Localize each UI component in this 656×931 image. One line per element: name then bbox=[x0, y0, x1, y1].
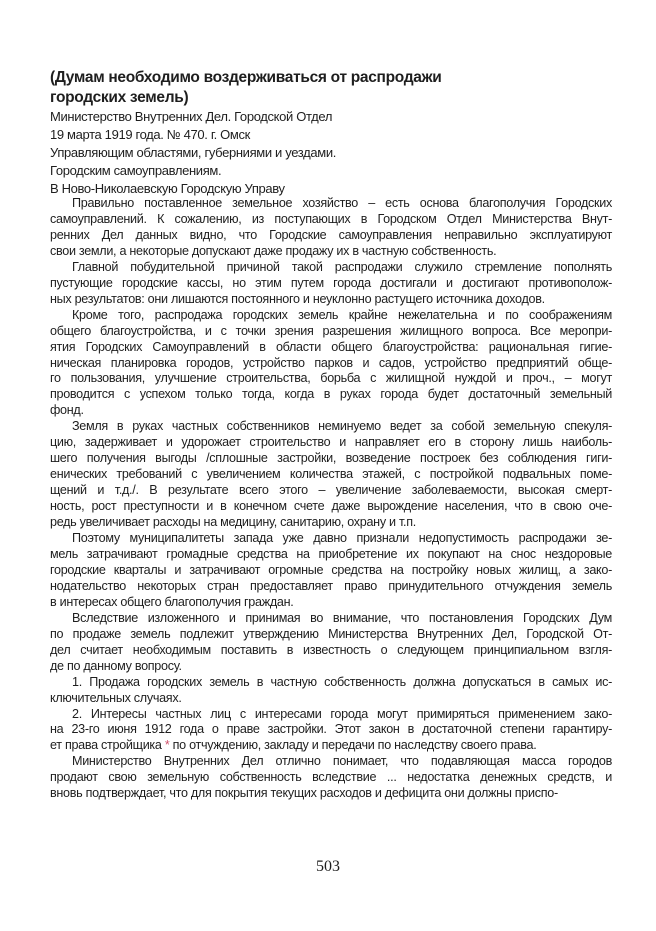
header-line: 19 марта 1919 года. № 470. г. Омск bbox=[50, 127, 250, 142]
text-line: щений и т.д./. В результате всего этого – увеличение заболеваемости, высокая смерт- bbox=[50, 483, 612, 498]
text-line: вновь подтверждает, что для покрытия текущих расходов и дефицита они должны приспо- bbox=[50, 786, 558, 801]
document-body bbox=[50, 196, 612, 802]
text-line: самоуправлений. К сожалению, из поступающих в Городском Отдел Министерства Внут- bbox=[50, 211, 612, 226]
paragraph bbox=[50, 754, 612, 802]
paragraph bbox=[50, 196, 612, 260]
text-line: городские кварталы и затрачивают огромные средства на постройку новых жилищ, а зако- bbox=[50, 562, 612, 577]
header-line: Министерство Внутренних Дел. Городской Отдел bbox=[50, 109, 333, 124]
text-line: фонд. bbox=[50, 403, 84, 418]
paragraph bbox=[50, 707, 612, 755]
text-line: по продаже земель подлежит утверждению Министерства Внутренних Дел, Городской От- bbox=[50, 626, 612, 641]
text-line: свои земли, а некоторые допускают даже продажу их в частную собственность. bbox=[50, 243, 497, 258]
document-header bbox=[50, 108, 610, 198]
text-line: го пользования, улучшение строительства, борьба с жилищной нуждой и проч., – могут bbox=[50, 371, 612, 386]
line-text: по отчуждению, закладу и передачи по наследству своего права. bbox=[172, 738, 537, 753]
paragraph bbox=[50, 308, 612, 420]
text-line: ренних Дел данных видно, что Городские самоуправления неправильно эксплуатируют bbox=[50, 227, 612, 242]
header-line: Городским самоуправлениям. bbox=[50, 163, 222, 178]
paragraph bbox=[50, 611, 612, 675]
text-line: Министерство Внутренних Дел отлично понимает, что подавляющая масса городов bbox=[72, 754, 612, 769]
text-line: енических требований с увеличением количества этажей, с постройкой подвальных поме- bbox=[50, 467, 612, 482]
title-line: городских земель) bbox=[50, 89, 189, 106]
text-line: редь увеличивает расходы на медицину, санитарию, охрану и т.п. bbox=[50, 515, 416, 530]
text-line: общего благоустройства, и с точки зрения разрешения жилищного вопроса. Все меропри- bbox=[50, 323, 612, 338]
footnote-mark[interactable]: * bbox=[164, 738, 170, 753]
text-line: де по данному вопросу. bbox=[50, 658, 182, 673]
text-line: ническая планировка городов, устройство парков и садов, устройство предприятий обще- bbox=[50, 355, 612, 370]
text-line: в интересах общего благополучия граждан. bbox=[50, 594, 294, 609]
paragraph bbox=[50, 419, 612, 531]
text-line: ных результатов: они лишаются постоянного и неуклонно растущего источника доходов. bbox=[50, 291, 545, 306]
text-line: 1. Продажа городских земель в частную собственность должна допускаться в самых ис- bbox=[72, 674, 612, 689]
text-line: 2. Интересы частных лиц с интересами города могут примиряться применением зако- bbox=[72, 706, 612, 721]
header-line: В Ново-Николаевскую Городскую Управу bbox=[50, 181, 285, 196]
title-line: (Думам необходимо воздерживаться от распродажи bbox=[50, 69, 442, 86]
text-line: пустующие городские кассы, но этим путем города достигали и достигают противополож- bbox=[50, 275, 612, 290]
line-text: ет права стройщика bbox=[50, 738, 162, 753]
page-number: 503 bbox=[316, 858, 340, 875]
text-line: ключительных случаях. bbox=[50, 690, 182, 705]
text-line: проводится с успехом только тогда, когда в руках города будет достаточный земельный bbox=[50, 387, 612, 402]
text-line: ность, рост преступности и в конечном счете даже вырождение населения, что в свою оче- bbox=[50, 499, 612, 514]
text-line: ятия Городских Самоуправлений в области общего благоустройства: рациональная гигие- bbox=[50, 339, 612, 354]
text-line: Кроме того, распродажа городских земель крайне нежелательна и по соображениям bbox=[72, 307, 612, 322]
text-line: шего получения выгоды /сплошные застройки, возведение построек без соблюдения гиги- bbox=[50, 451, 612, 466]
text-line: Вследствие изложенного и принимая во внимание, что постановления Городских Дум bbox=[72, 610, 612, 625]
text-line: нодательство некоторых стран предоставляет право принудительного отчуждения земель bbox=[50, 578, 612, 593]
paragraph bbox=[50, 675, 612, 707]
footnote-line bbox=[50, 738, 612, 754]
text-line: Поэтому муниципалитеты запада уже давно признали недопустимость распродажи зе- bbox=[72, 531, 612, 546]
text-line: Земля в руках частных собственников неминуемо ведет за собой земельную спекуля- bbox=[72, 419, 612, 434]
text-line: на 23-го июня 1912 года о праве застройки. Этот закон в достаточной степени гарантиру- bbox=[50, 722, 612, 737]
text-line: мель затрачивают громадные средства на приобретение их покупают на снос нездоровые bbox=[50, 546, 612, 561]
paragraph bbox=[50, 260, 612, 308]
text-line: Главной побудительной причиной такой распродажи служило стремление пополнять bbox=[72, 259, 612, 274]
text-line: продают свою земельную собственность вследствие ... недостатка денежных средств, и bbox=[50, 770, 612, 785]
paragraph bbox=[50, 531, 612, 611]
header-line: Управляющим областями, губерниями и уездами. bbox=[50, 145, 336, 160]
text-line: цию, задерживает и удорожает строительство и направляет его в сторону лишь наиболь- bbox=[50, 435, 612, 450]
text-line: Правильно поставленное земельное хозяйство – есть основа благополучия Городских bbox=[72, 196, 612, 210]
document-title bbox=[50, 68, 610, 108]
text-line: дел считает необходимым поставить в известность о следующем принципиальном взгля- bbox=[50, 642, 612, 657]
